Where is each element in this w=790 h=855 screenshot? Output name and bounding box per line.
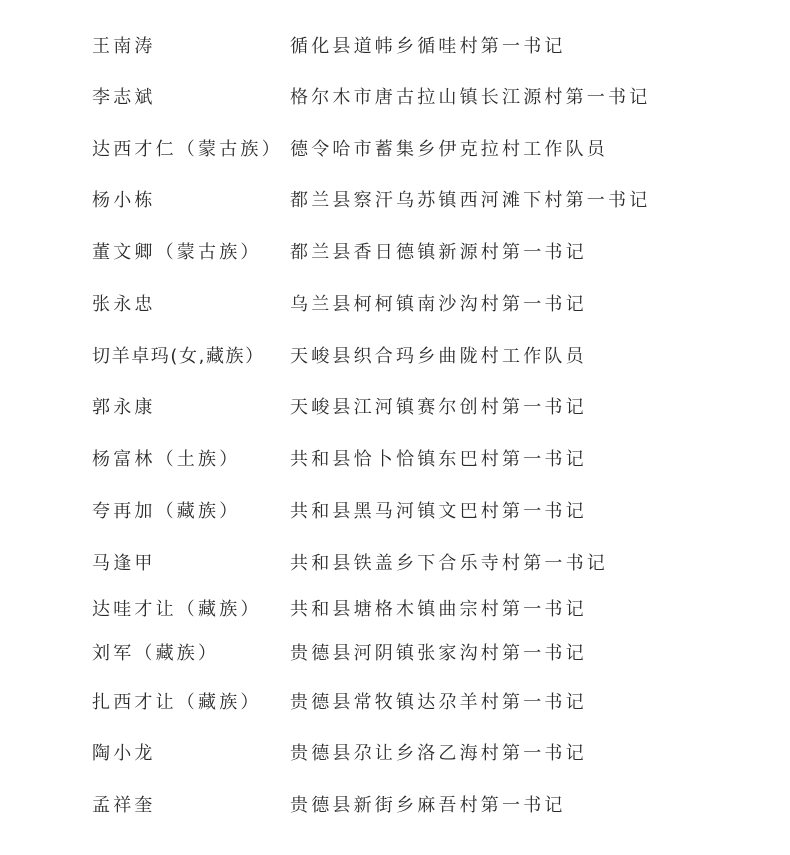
list-item (0, 85, 790, 111)
person-name: 刘军（藏族） (92, 643, 220, 664)
person-post: 乌兰县柯柯镇南沙沟村第一书记 (290, 294, 587, 315)
list-item (0, 188, 790, 214)
list-item (0, 641, 790, 667)
person-name: 马逢甲 (92, 553, 156, 574)
person-name: 达哇才让（藏族） (92, 599, 262, 620)
person-post: 循化县道帏乡循哇村第一书记 (290, 36, 566, 57)
list-item (0, 395, 790, 421)
list-item (0, 690, 790, 716)
person-name: 扎西才让（藏族） (92, 692, 262, 713)
person-name: 董文卿（蒙古族） (92, 242, 262, 263)
person-name: 陶小龙 (92, 743, 156, 764)
person-post: 共和县黑马河镇文巴村第一书记 (290, 501, 587, 522)
list-item (0, 793, 790, 819)
person-post: 共和县恰卜恰镇东巴村第一书记 (290, 449, 587, 470)
list-item (0, 551, 790, 577)
person-post: 贵德县河阴镇张家沟村第一书记 (290, 643, 587, 664)
person-post: 贵德县新街乡麻吾村第一书记 (290, 795, 566, 816)
list-item (0, 292, 790, 318)
list-item (0, 447, 790, 473)
list-item (0, 597, 790, 623)
person-name: 李志斌 (92, 87, 156, 108)
person-post: 共和县塘格木镇曲宗村第一书记 (290, 599, 587, 620)
person-post: 格尔木市唐古拉山镇长江源村第一书记 (290, 87, 651, 108)
list-item (0, 741, 790, 767)
person-post: 都兰县香日德镇新源村第一书记 (290, 242, 587, 263)
person-post: 贵德县常牧镇达尕羊村第一书记 (290, 692, 587, 713)
person-post: 共和县铁盖乡下合乐寺村第一书记 (290, 553, 608, 574)
person-name: 孟祥奎 (92, 795, 156, 816)
person-post: 天峻县江河镇赛尔创村第一书记 (290, 397, 587, 418)
list-item (0, 137, 790, 163)
person-name: 达西才仁（蒙古族） (92, 139, 283, 160)
person-name: 切羊卓玛(女,藏族） (92, 346, 265, 367)
list-item (0, 34, 790, 60)
person-name: 王南涛 (92, 36, 156, 57)
person-name: 夸再加（藏族） (92, 501, 241, 522)
person-name: 杨小栋 (92, 190, 156, 211)
person-name: 郭永康 (92, 397, 156, 418)
list-item (0, 344, 790, 370)
person-post: 德令哈市蓄集乡伊克拉村工作队员 (290, 139, 608, 160)
person-post: 都兰县察汗乌苏镇西河滩下村第一书记 (290, 190, 651, 211)
person-name: 杨富林（土族） (92, 449, 241, 470)
person-name: 张永忠 (92, 294, 156, 315)
person-post: 贵德县尕让乡洛乙海村第一书记 (290, 743, 587, 764)
person-post: 天峻县织合玛乡曲陇村工作队员 (290, 346, 587, 367)
list-item (0, 240, 790, 266)
list-item (0, 499, 790, 525)
